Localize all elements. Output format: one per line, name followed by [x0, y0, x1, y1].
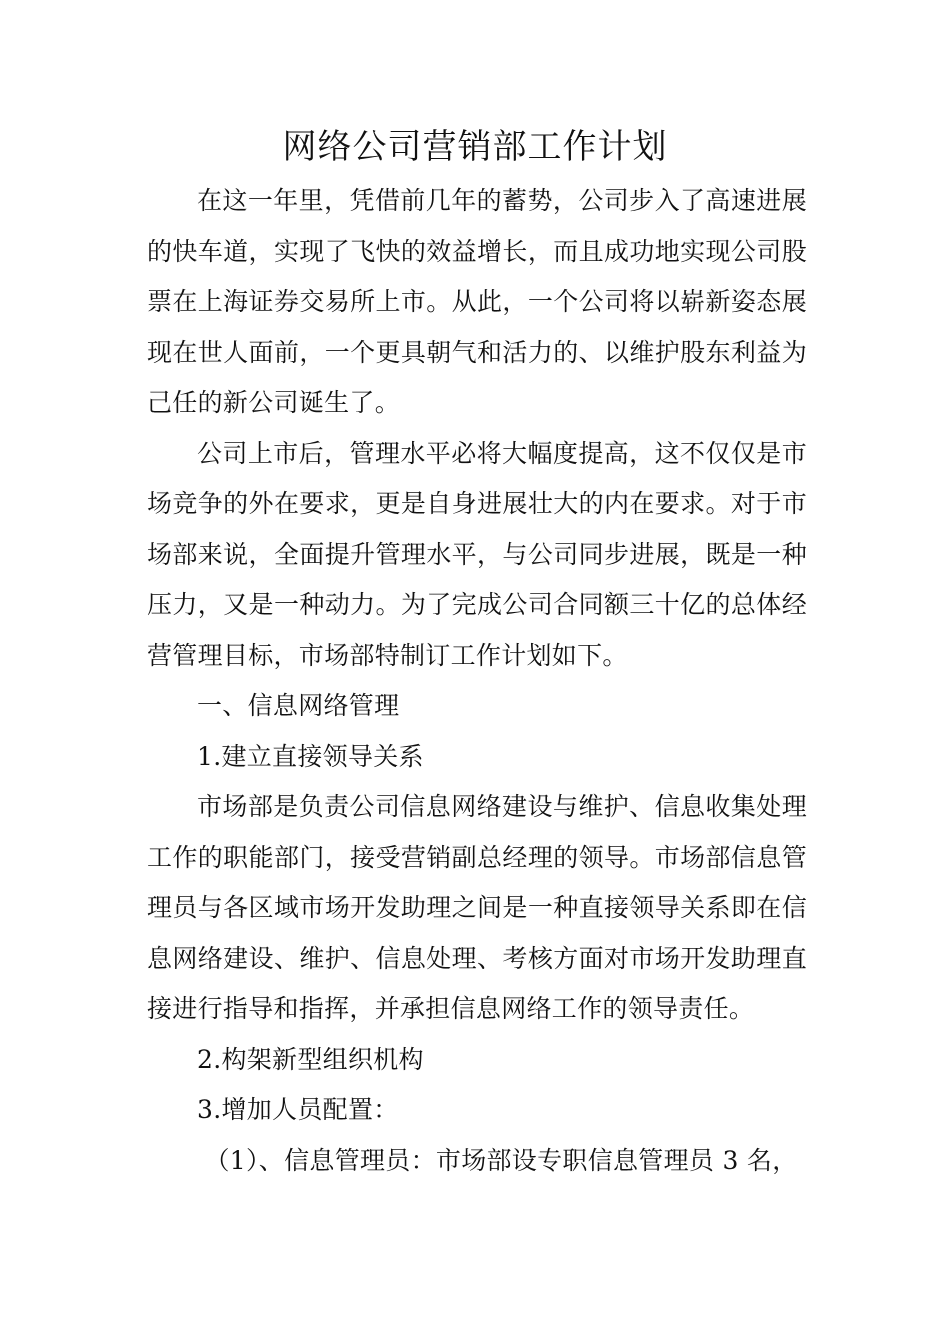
intro-paragraph: 在这一年里，凭借前几年的蓄势，公司步入了高速进展的快车道，实现了飞快的效益增长，而且成功地实现公司股票在上海证券交易所上市。从此，一个公司将以崭新姿态展现在世人面前，一个更具朝气和活力的、以维护股东利益为己任的新公司诞生了。 — [147, 186, 807, 417]
item-heading-staffing: 3.增加人员配置： — [197, 1095, 399, 1124]
item-heading-leadership-relation: 1.建立直接领导关系 — [197, 741, 424, 771]
listing-paragraph: 公司上市后，管理水平必将大幅度提高，这不仅仅是市场竞争的外在要求，更是自身进展壮大的内在要求。对于市场部来说，全面提升管理水平，与公司同步进展，既是一种压力，又是一种动力。为了完成公司合同额三十亿的总体经营管理目标，市场部特制订工作计划如下。 — [147, 438, 807, 670]
document-body — [147, 176, 807, 1186]
item-heading-organization: 2.构架新型组织机构 — [197, 1044, 424, 1074]
section-heading-information-network: 一、信息网络管理 — [197, 691, 400, 720]
sub-item-information-manager: （1）、信息管理员：市场部设专职信息管理员 3 名， — [204, 1145, 798, 1175]
document-title: 网络公司营销部工作计划 — [282, 127, 668, 167]
leadership-relation-paragraph: 市场部是负责公司信息网络建设与维护、信息收集处理工作的职能部门，接受营销副总经理的领导。市场部信息管理员与各区域市场开发助理之间是一种直接领导关系即在信息网络建设、维护、信息处理、考核方面对市场开发助理直接进行指导和指挥，并承担信息网络工作的领导责任。 — [147, 792, 807, 1023]
